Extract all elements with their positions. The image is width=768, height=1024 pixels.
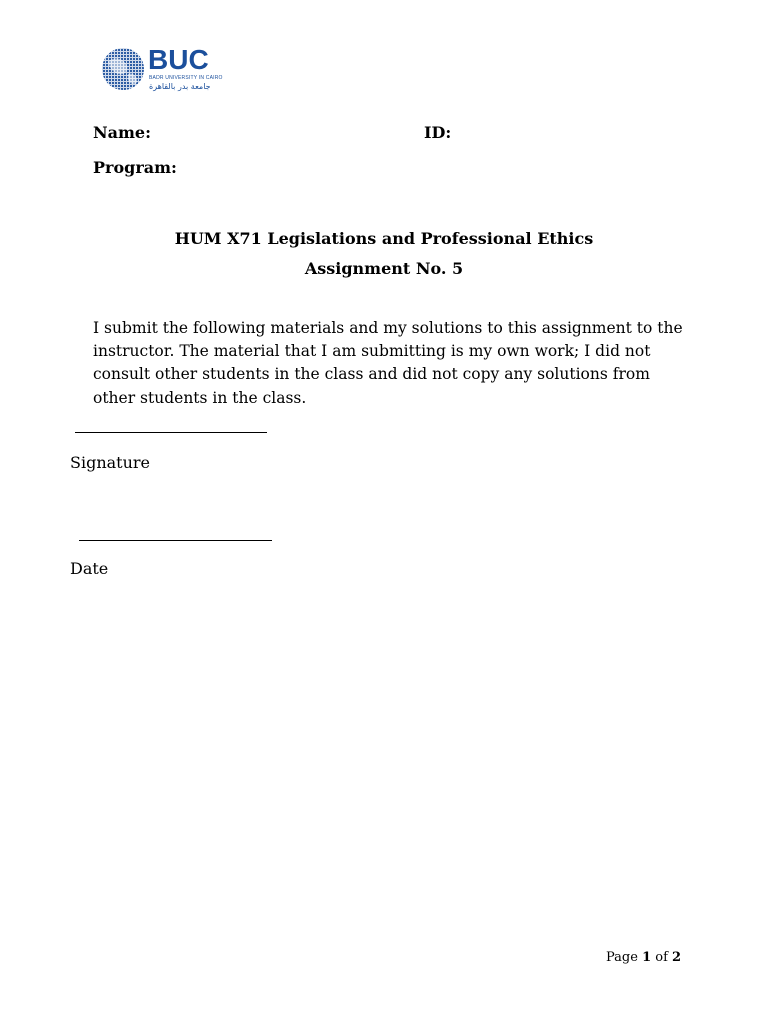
honor-statement: I submit the following materials and my solutions to this assignment to the instructor. The material that I am submitting is my own work; I did not consult other students in the class and did not copy any solutions from other students in the class. (93, 319, 683, 407)
page-number (606, 950, 681, 966)
page-word: Page (606, 950, 638, 965)
assignment-title: Assignment No. 5 (304, 259, 464, 278)
logo-brand: BUC (148, 44, 209, 75)
id-label: ID: (424, 123, 452, 142)
page-total: 2 (672, 950, 682, 965)
name-label: Name: (93, 123, 152, 142)
globe-icon (100, 46, 146, 92)
signature-line (75, 432, 267, 433)
signature-label: Signature (70, 453, 151, 472)
date-label: Date (70, 559, 109, 578)
logo-subtitle: BADR UNIVERSITY IN CAIRO (149, 75, 223, 81)
of-word: of (655, 950, 668, 965)
page-current: 1 (642, 950, 652, 965)
date-line (79, 540, 272, 541)
program-label: Program: (93, 158, 177, 177)
course-title: HUM X71 Legislations and Professional Ethics (174, 229, 594, 248)
university-logo (100, 46, 230, 94)
logo-arabic: جامعة بدر بالقاهرة (149, 82, 211, 91)
